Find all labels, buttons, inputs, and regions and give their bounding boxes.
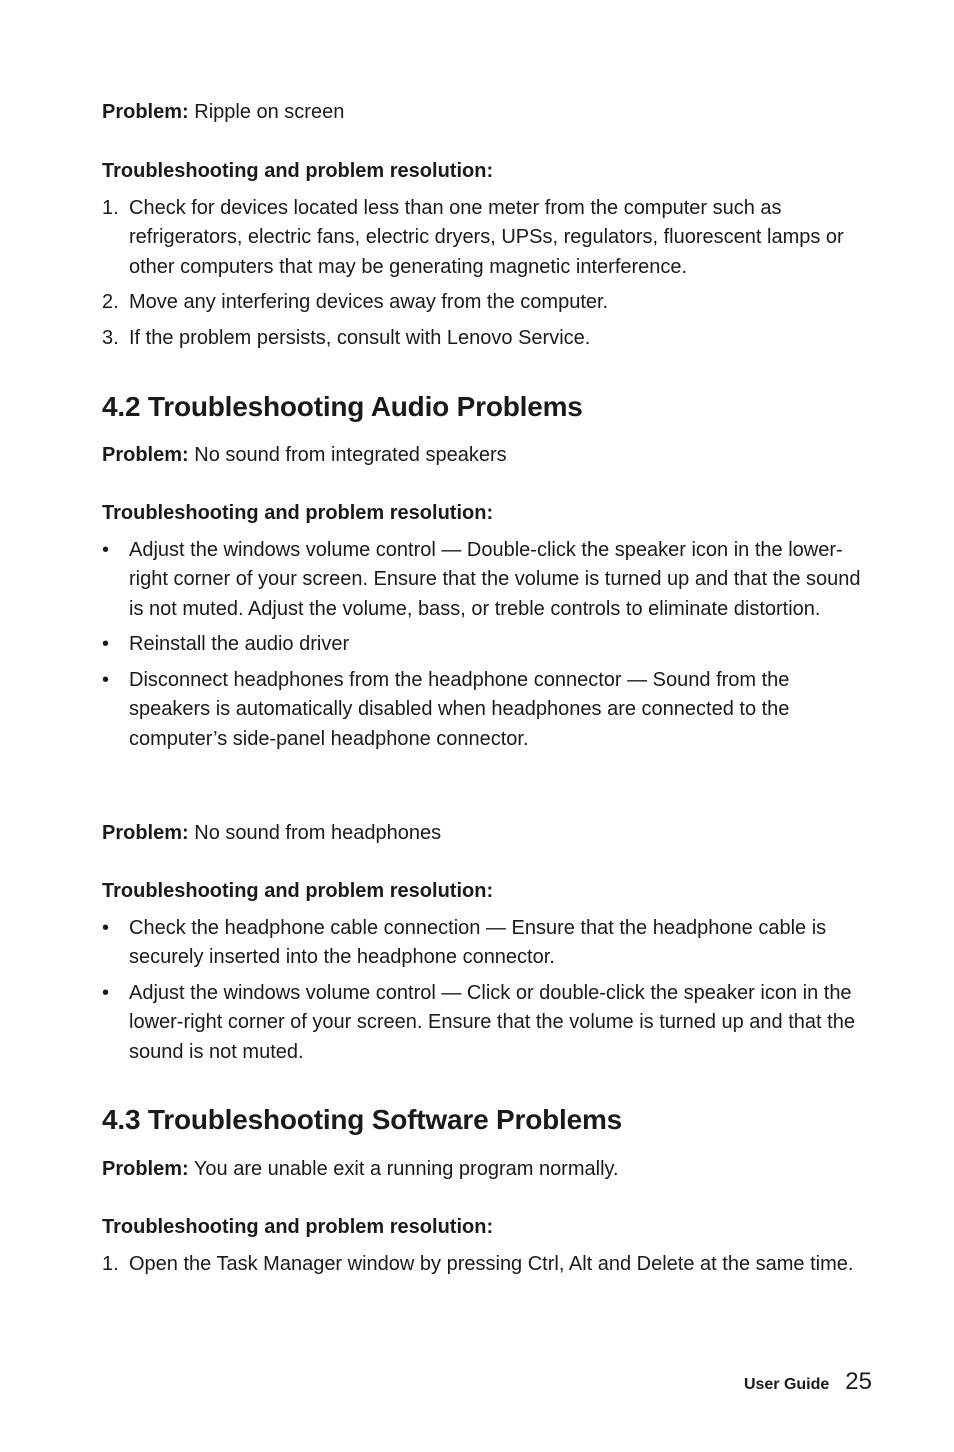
problem-statement-headphones	[102, 819, 872, 848]
page-footer	[744, 1368, 872, 1396]
problem-label: Problem:	[102, 444, 189, 466]
resolution-heading: Troubleshooting and problem resolution:	[102, 1216, 494, 1238]
bullet-marker: •	[102, 633, 110, 656]
list-marker: 3.	[102, 327, 119, 350]
problem-label: Problem:	[102, 101, 189, 123]
list-marker: 1.	[102, 1253, 119, 1275]
bullet-marker: •	[102, 917, 110, 939]
bullet-marker: •	[102, 669, 110, 692]
resolution-heading: Troubleshooting and problem resolution:	[102, 502, 494, 524]
footer-guide-label: User Guide	[743, 1376, 830, 1393]
list-item	[102, 914, 872, 973]
list-item	[102, 630, 872, 659]
problem-statement-speakers	[102, 441, 872, 470]
numbered-list-program	[102, 1250, 872, 1286]
list-item-text: Adjust the windows volume control — Double-click the speaker icon in the lower-right corner of your screen. Ensure that the volume is turned up and that the sound is not muted. Adjust the volume, bass, or treble controls to eliminate distortion.	[129, 539, 861, 620]
section-heading-audio: 4.2 Troubleshooting Audio Problems	[102, 391, 583, 422]
list-marker: 2.	[102, 291, 119, 314]
bullet-list-speakers	[102, 536, 872, 761]
problem-statement-ripple	[102, 98, 872, 127]
resolution-heading: Troubleshooting and problem resolution:	[102, 880, 494, 902]
list-item-text: Check the headphone cable connection — Ensure that the headphone cable is securely inserted into the headphone connector.	[129, 917, 827, 969]
list-item	[102, 194, 872, 282]
list-item-text: Move any interfering devices away from the computer.	[129, 291, 609, 314]
problem-label: Problem:	[102, 822, 189, 844]
section-heading-software: 4.3 Troubleshooting Software Problems	[102, 1104, 623, 1135]
bullet-marker: •	[102, 982, 110, 1005]
bullet-marker: •	[102, 539, 110, 561]
list-item-text: Adjust the windows volume control — Click or double-click the speaker icon in the lower-right corner of your screen. Ensure that the volume is turned up and that the sound is not muted.	[129, 982, 855, 1063]
list-item	[102, 979, 872, 1067]
problem-text: No sound from headphones	[194, 822, 442, 844]
list-item	[102, 536, 872, 624]
numbered-list-ripple	[102, 194, 872, 360]
list-item	[102, 288, 872, 317]
page-number: 25	[845, 1368, 872, 1395]
problem-text: Ripple on screen	[194, 101, 345, 123]
list-item	[102, 666, 872, 754]
problem-text: No sound from integrated speakers	[194, 444, 507, 466]
list-item-text: Disconnect headphones from the headphone connector — Sound from the speakers is automatically disabled when headphones are connected to the computer’s side-panel headphone connector.	[129, 669, 790, 750]
list-item-text: Check for devices located less than one meter from the computer such as refrigerators, electric fans, electric dryers, UPSs, regulators, fluorescent lamps or other computers that may be generating magnetic interference.	[129, 197, 844, 278]
list-item-text: Reinstall the audio driver	[129, 633, 350, 656]
list-item-text: If the problem persists, consult with Lenovo Service.	[129, 327, 591, 350]
list-item	[102, 1250, 872, 1279]
list-item	[102, 324, 872, 353]
resolution-heading: Troubleshooting and problem resolution:	[102, 160, 494, 182]
problem-label: Problem:	[102, 1158, 189, 1180]
bullet-list-headphones	[102, 914, 872, 1073]
list-item-text: Open the Task Manager window by pressing Ctrl, Alt and Delete at the same time.	[129, 1253, 854, 1275]
list-marker: 1.	[102, 197, 119, 219]
problem-statement-program	[102, 1155, 872, 1184]
problem-text: You are unable exit a running program normally.	[193, 1158, 619, 1180]
